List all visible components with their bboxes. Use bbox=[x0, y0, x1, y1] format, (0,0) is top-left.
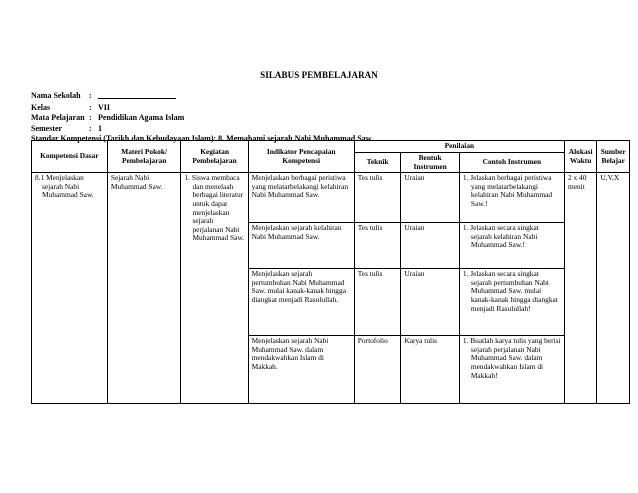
teknik-cell: Tes tulis bbox=[354, 173, 401, 223]
header-kegiatan: Kegiatan Pembelajaran bbox=[181, 141, 248, 173]
meta-row-school: Nama Sekolah : bbox=[31, 91, 373, 103]
meta-label: Kelas bbox=[31, 102, 51, 112]
contoh-cell: 1. Buatlah karya tulis yang berisi sejarah perjalanan Nabi Muhammad Saw. dalam mendakwahkan Islam di Makkah! bbox=[459, 336, 564, 404]
header-sumber: Sumber Belajar bbox=[597, 141, 630, 173]
header-kd: Kompetensi Dasar bbox=[32, 141, 108, 173]
bentuk-cell: Uraian bbox=[401, 223, 459, 269]
contoh-cell: 1. Jelaskan berbagai peristiwa yang melatarbelakangi kelahiran Nabi Muhammad Saw.! bbox=[459, 173, 564, 223]
teknik-cell: Tes tulis bbox=[354, 269, 401, 336]
meta-label: Mata Pelajaran bbox=[31, 113, 85, 122]
indikator-cell: Menjelaskan sejarah pertumbuhan Nabi Muhammad Saw. mulai kanak-kanak hingga diangkat menjadi Rasulullah. bbox=[248, 269, 354, 336]
meta-row-semester: Semester : 1 bbox=[31, 123, 102, 133]
indikator-cell: Menjelaskan sejarah kelahiran Nabi Muhammad Saw. bbox=[248, 223, 354, 269]
indikator-cell: Menjelaskan sejarah Nabi Muhammad Saw. dalam mendakwahkan Islam di Makkah. bbox=[248, 336, 354, 404]
alokasi-cell: 2 x 40 menit bbox=[564, 173, 596, 404]
meta-label: Nama Sekolah bbox=[31, 91, 81, 100]
header-indikator: Indikator Pencapaian Kompetensi bbox=[248, 141, 354, 173]
header-materi: Materi Pokok/ Pembelajaran bbox=[107, 141, 181, 173]
contoh-cell: 1. Jelaskan secara singkat sejarah pertumbuhan Nabi Muhammad Saw. mulai kanak-kanak hingga diangkat menjadi Rasulullah! bbox=[459, 269, 564, 336]
syllabus-table bbox=[31, 140, 630, 404]
bentuk-cell: Karya tulis bbox=[401, 336, 459, 404]
materi-cell: Sejarah Nabi Muhammad Saw. bbox=[107, 173, 181, 404]
header-alokasi: Alokasi Waktu bbox=[564, 141, 596, 173]
bentuk-cell: Uraian bbox=[401, 269, 459, 336]
header-contoh: Contoh Instrumen bbox=[459, 153, 564, 173]
standard-competency: Standar Kompetensi (Tarikh dan Kebudayaan Islam): 8. Memahami sejarah Nabi Muhammad Saw. bbox=[31, 134, 374, 143]
header-bentuk: Bentuk Instrumen bbox=[401, 153, 459, 173]
bentuk-cell: Uraian bbox=[401, 173, 459, 223]
meta-value: VII bbox=[98, 102, 111, 112]
meta-value: Pendidikan Agama Islam bbox=[98, 113, 185, 122]
meta-label: Semester bbox=[31, 123, 63, 133]
meta-blank-line bbox=[98, 91, 176, 103]
kd-cell: 8.1 Menjelaskan sejarah Nabi Muhammad Saw. bbox=[32, 173, 108, 404]
meta-row-class: Kelas : VII bbox=[31, 102, 111, 112]
teknik-cell: Tes tulis bbox=[354, 223, 401, 269]
sumber-cell: U,V,X bbox=[597, 173, 630, 404]
page-title: SILABUS PEMBELAJARAN bbox=[260, 70, 378, 80]
meta-row-subject: Mata Pelajaran : Pendidikan Agama Islam bbox=[31, 113, 185, 122]
indikator-cell: Menjelaskan berbagai peristiwa yang melatarbelakangi kelahiran Nabi Muhammad Saw. bbox=[248, 173, 354, 223]
header-penilaian: Penilaian bbox=[354, 141, 564, 153]
header-row bbox=[32, 141, 630, 153]
meta-value: 1 bbox=[98, 123, 102, 133]
meta-block bbox=[31, 91, 373, 145]
contoh-cell: 1. Jelaskan secara singkat sejarah kelahiran Nabi Muhammad Saw.! bbox=[459, 223, 564, 269]
kegiatan-cell: 1. Siswa membaca dan menelaah berbagai literatur untuk dapat menjelaskan sejarah perjalanan Nabi Muhammad Saw. bbox=[181, 173, 248, 404]
table-row bbox=[32, 173, 630, 223]
teknik-cell: Portofolio bbox=[354, 336, 401, 404]
header-teknik: Teknik bbox=[354, 153, 401, 173]
